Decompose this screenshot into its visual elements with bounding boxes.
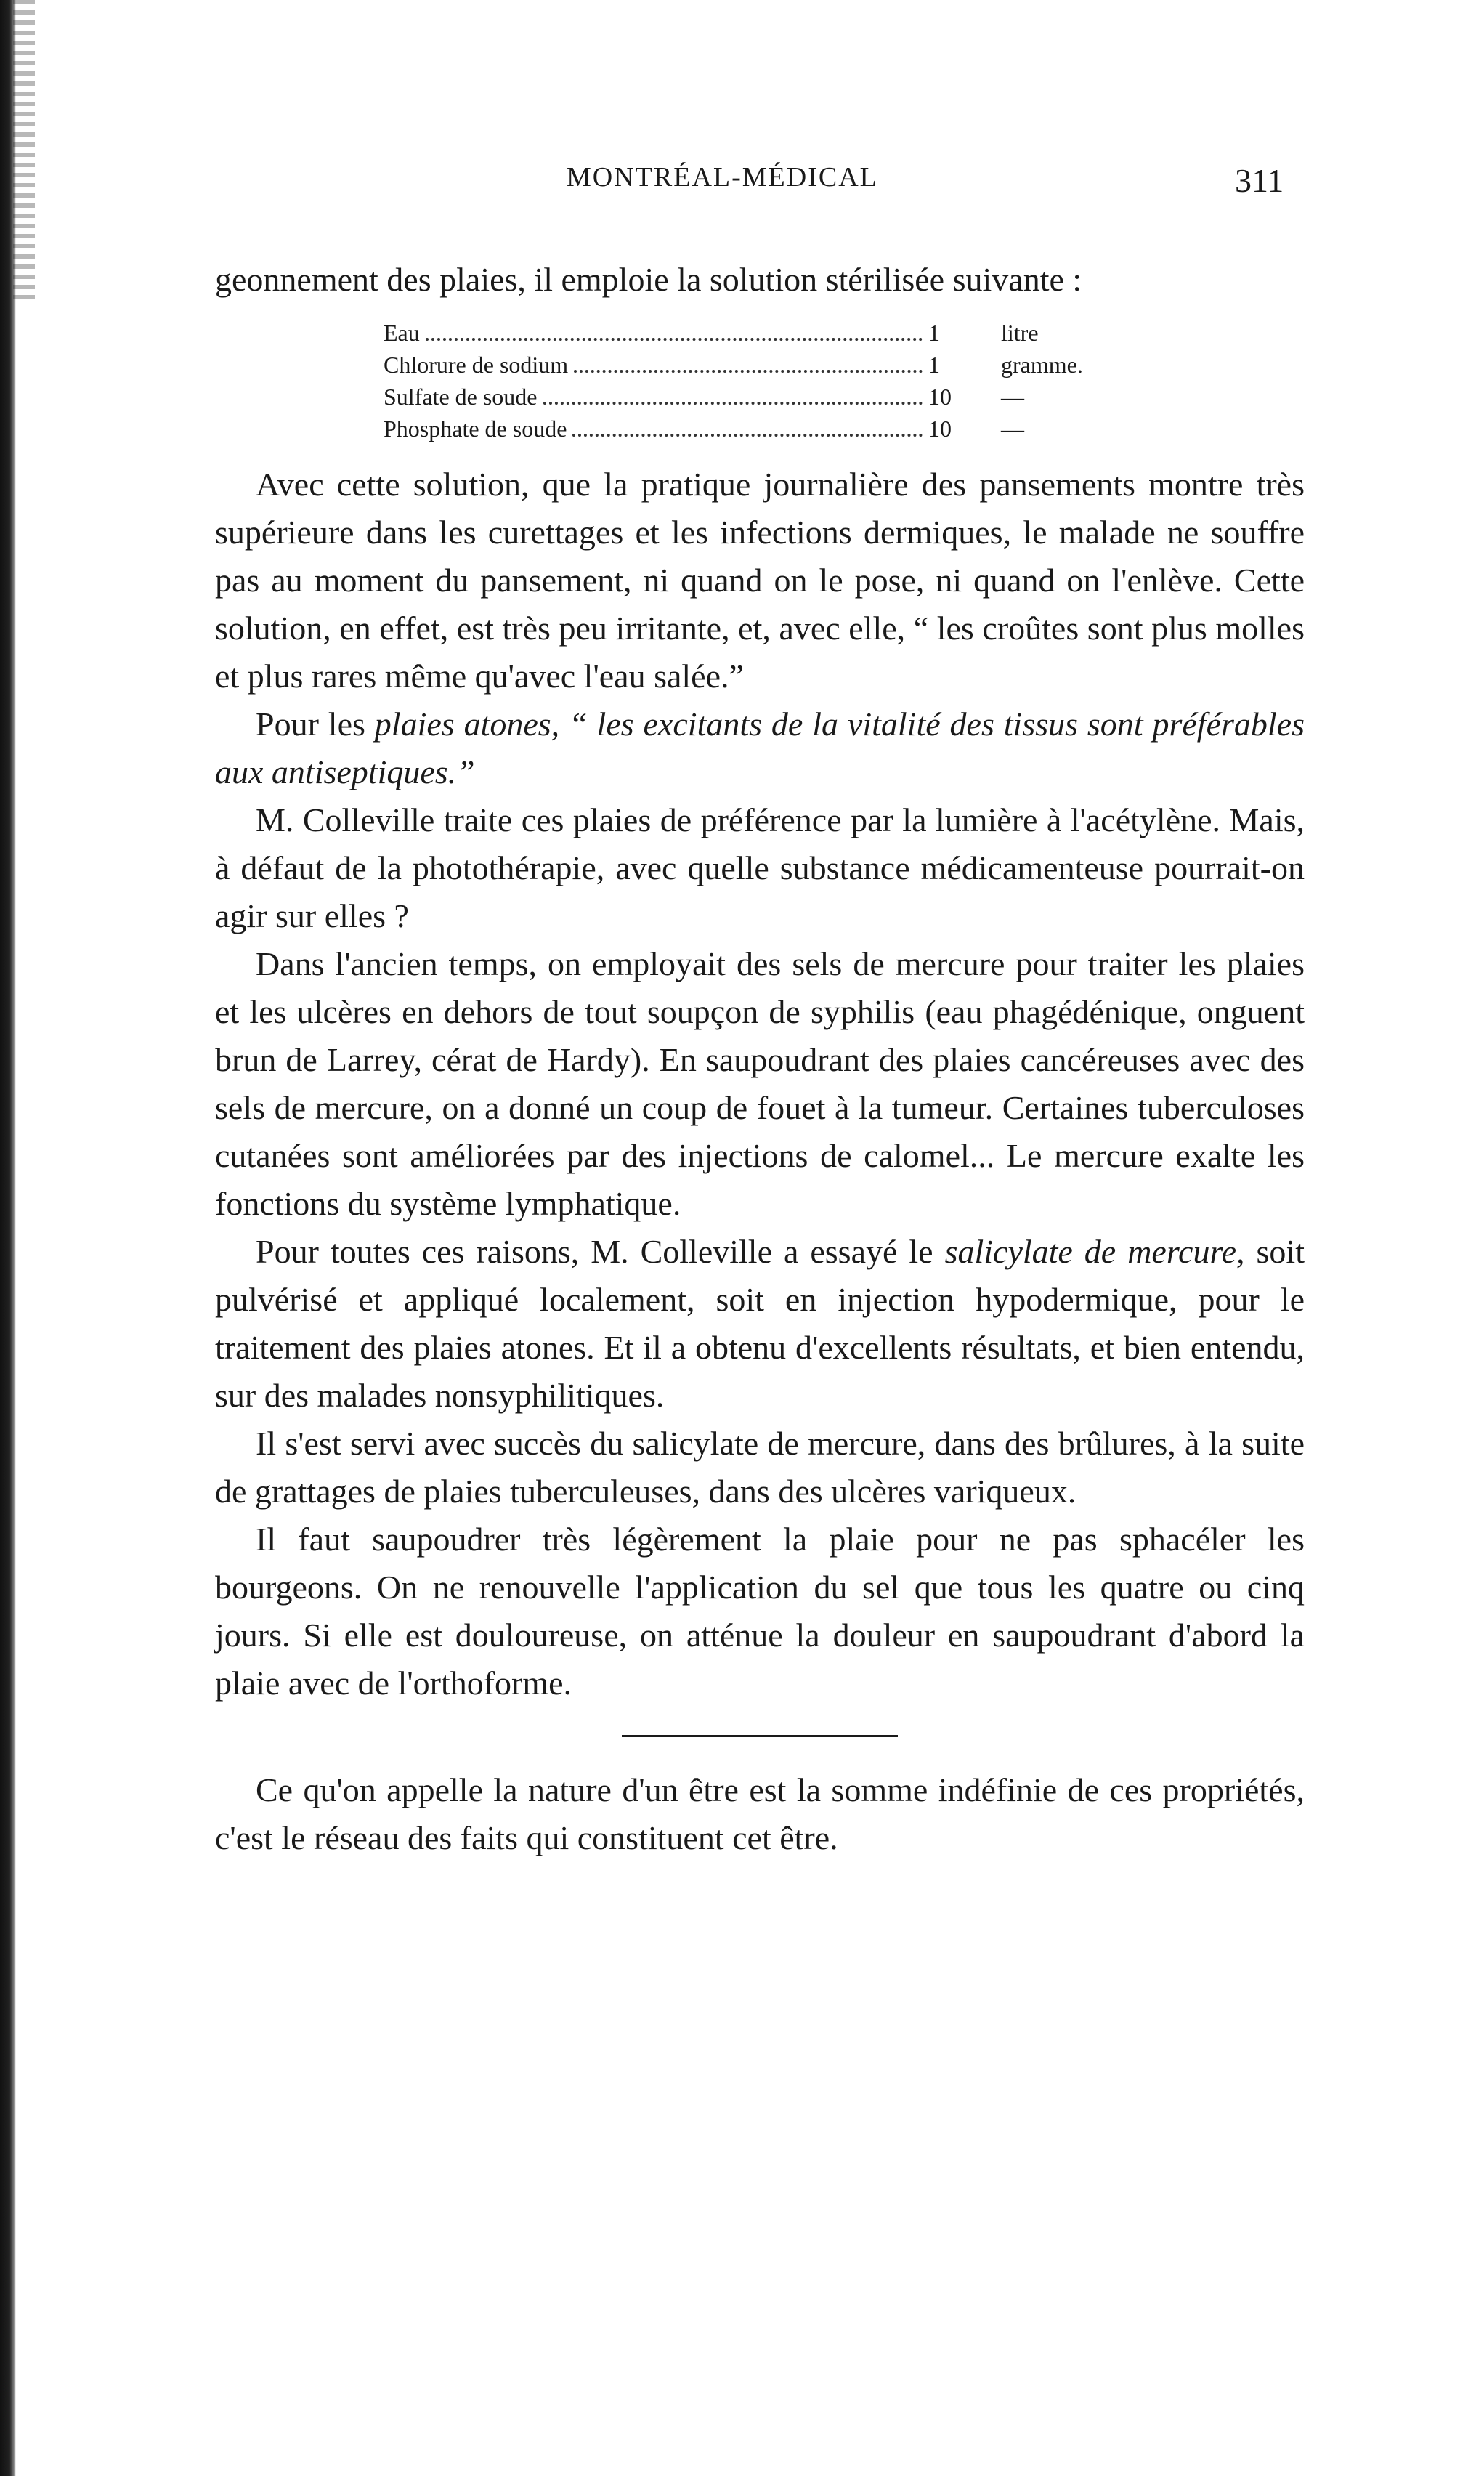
recipe-unit: gramme. (1001, 352, 1083, 378)
recipe-row (384, 381, 1139, 413)
recipe-unit: — (1001, 384, 1024, 410)
dot-leader (572, 434, 923, 437)
recipe-table (384, 317, 1139, 445)
recipe-item: Sulfate de soude (384, 384, 538, 410)
dot-leader (426, 338, 923, 341)
paragraph-6-tail: soit pulvérisé et appliqué localement, soit en injection hypodermique, pour le traitement des plaies atones. Et il a obtenu d'excellents résultats, et bien entendu, sur des malades nonsyphilitiques. (215, 1233, 1305, 1414)
recipe-row (384, 413, 1139, 445)
recipe-unit: litre (1001, 320, 1039, 346)
paragraph-1: geonnement des plaies, il emploie la solution stérilisée suivante : (215, 261, 1082, 298)
dot-leader (543, 402, 923, 405)
page-header (0, 161, 1307, 205)
page-body (215, 256, 1305, 1862)
paragraph-2: Avec cette solution, que la pratique journalière des pansements montre très supérieure dans les curettages et les infections dermiques, le malade ne souffre pas au moment du pansement, ni quand on le pose, ni quand on l'enlève. Cette solution, en effet, est très peu irritante, et, avec elle, “ les croûtes sont plus molles et plus rares même qu'avec l'eau salée.” (215, 466, 1305, 695)
paragraph-4: M. Colleville traite ces plaies de préférence par la lumière à l'acétylène. Mais, à défaut de la photothérapie, avec quelle substance médicamenteuse pourrait-on agir sur elles ? (215, 801, 1305, 934)
paragraph-6-italic: salicylate de mercure, (944, 1233, 1245, 1270)
recipe-item: Chlorure de sodium (384, 352, 569, 378)
closing-quote: Ce qu'on appelle la nature d'un être est la somme indéfinie de ces propriétés, c'est le réseau des faits qui constituent cet être. (215, 1771, 1305, 1856)
paragraph-7: Il s'est servi avec succès du salicylate de mercure, dans des brûlures, à la suite de grattages de plaies tuberculeuses, dans des ulcères variqueux. (215, 1425, 1305, 1510)
recipe-quantity: 10 (928, 384, 952, 410)
section-divider (622, 1735, 898, 1737)
paragraph-3 (215, 700, 1305, 796)
recipe-item: Phosphate de soude (384, 416, 567, 442)
dot-leader (574, 370, 923, 373)
recipe-row (384, 317, 1139, 349)
recipe-item: Eau (384, 320, 420, 346)
spine-edge-texture (13, 0, 35, 305)
paragraph-5: Dans l'ancien temps, on employait des sels de mercure pour traiter les plaies et les ulcères en dehors de tout soupçon de syphilis (eau phagédénique, onguent brun de Larrey, cérat de Hardy). En saupoudrant des plaies cancéreuses avec des sels de mercure, on a donné un coup de fouet à la tumeur. Certaines tuberculoses cutanées sont améliorées par des injections de calomel... Le mercure exalte les fonctions du système lymphatique. (215, 945, 1305, 1222)
page-number: 311 (1235, 162, 1284, 199)
recipe-quantity: 10 (928, 416, 952, 442)
recipe-quantity: 1 (928, 352, 940, 378)
paragraph-6-lead: Pour toutes ces raisons, M. Colleville a essayé le (256, 1233, 945, 1270)
recipe-quantity: 1 (928, 320, 940, 346)
book-spine-shadow (0, 0, 16, 2476)
paragraph-8: Il faut saupoudrer très légèrement la plaie pour ne pas sphacéler les bourgeons. On ne renouvelle l'application du sel que tous les quatre ou cinq jours. Si elle est douloureuse, on atténue la douleur en saupoudrant d'abord la plaie avec de l'orthoforme. (215, 1521, 1305, 1702)
running-head: MONTRÉAL-MÉDICAL (567, 162, 878, 193)
paragraph-6 (215, 1228, 1305, 1420)
recipe-unit: — (1001, 416, 1024, 442)
paragraph-3-lead: Pour les (256, 705, 375, 743)
paragraph-3-italic: plaies atones, “ les excitants de la vitalité des tissus sont préférables aux antiseptiques.” (215, 705, 1305, 790)
recipe-row (384, 349, 1139, 381)
